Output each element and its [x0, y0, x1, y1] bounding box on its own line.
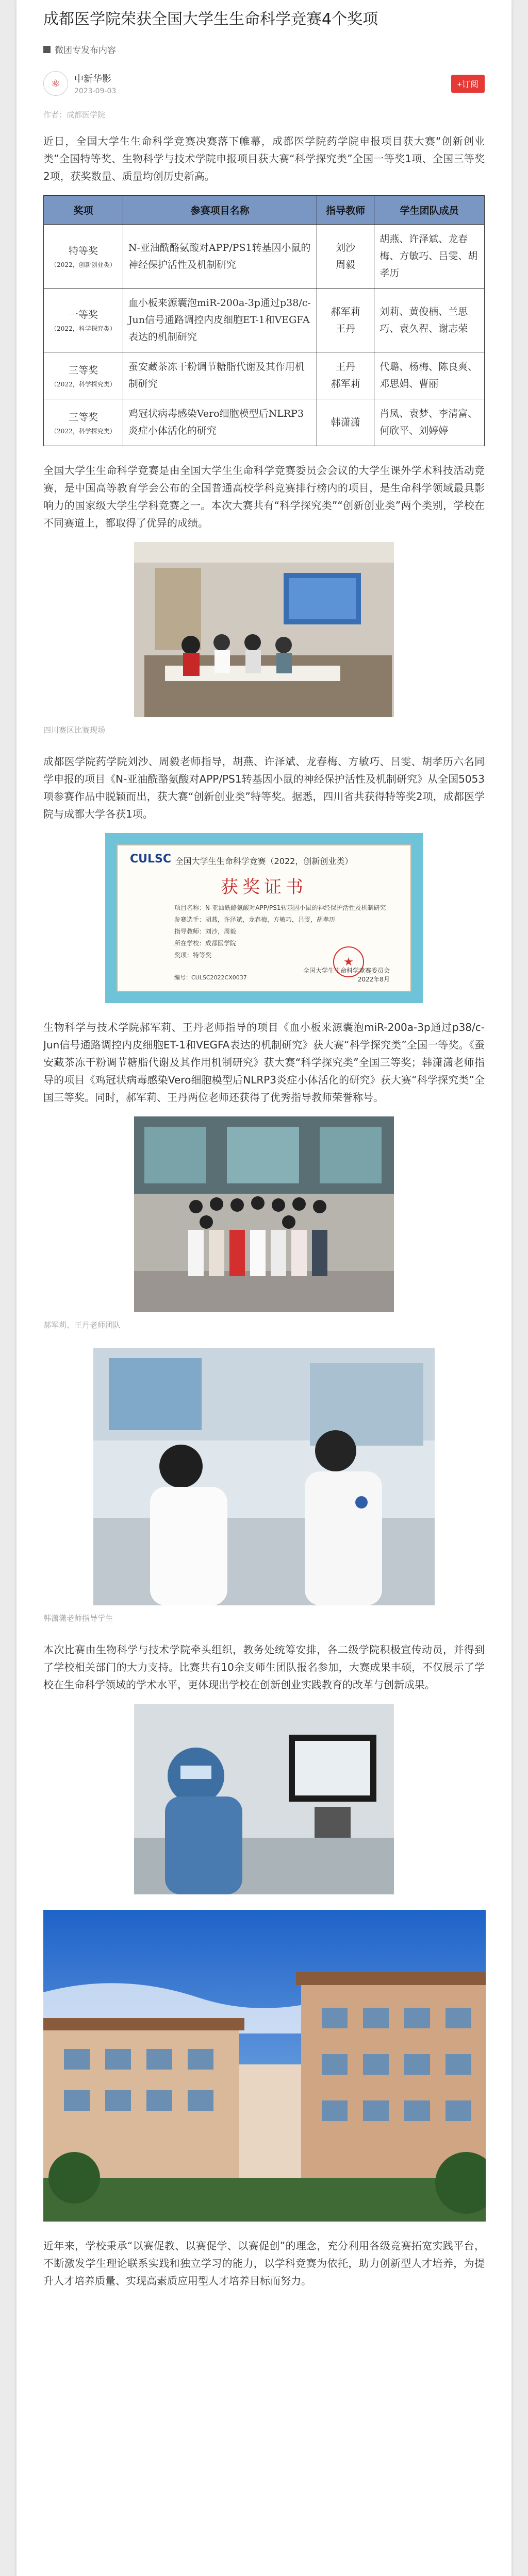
lab-guidance-photo [93, 1348, 435, 1605]
certificate-body [117, 844, 411, 992]
certificate-logo: CULSC [130, 853, 172, 866]
students-cell: 刘莉、黄俊楠、兰思巧、袁久程、谢志荣 [374, 289, 485, 352]
table-row [44, 399, 485, 446]
avatar[interactable]: ⚛ [43, 71, 68, 96]
award-certificate [105, 833, 423, 1003]
award-name: 特等奖 [68, 245, 98, 257]
lab-experiment-photo [134, 1704, 394, 1894]
teacher-cell: 郝军莉 王丹 [317, 289, 374, 352]
paragraph-other-awards: 生物科学与技术学院郝军莉、王丹老师指导的项目《血小板来源囊泡miR-200a-3p通过p38/c-Jun信号通路调控内皮细胞ET-1和VEGFA表达的机制研究》获大赛“科学探究类”全国一等奖。《蚕安藏茶冻干粉调节糖脂代谢及其作用机制研究》获大赛“科学探究类”全国三等奖；韩潇潇老师指导的项目《鸡冠状病毒感染Vero细胞模型后NLRP3炎症小体活化的研究》获大赛“科学探究类”全国三等奖。同时，郝军莉、王丹两位老师还获得了优秀指导教师荣誉称号。 [43, 1021, 485, 1104]
column-header: 奖项 [44, 196, 123, 225]
award-name: 一等奖 [68, 309, 98, 320]
paragraph-organization: 本次比赛由生物科学与技术学院牵头组织，教务处统筹安排，各二级学院积极宣传动员，并得到了学校相关部门的大力支持。比赛共有10余支师生团队报名参加，大赛成果丰硕，不仅展示了学校在生命科学领域的学术水平，更体现出学校在创新创业实践教育的改革与创新成果。 [43, 1643, 485, 1691]
certificate-number: 编号：CULSC2022CX0037 [174, 974, 247, 981]
column-header: 指导教师 [317, 196, 374, 225]
account-meta [74, 72, 116, 95]
paragraph-special-award: 成都医学院药学院刘沙、周毅老师指导，胡燕、许泽斌、龙春梅、方敏巧、吕雯、胡孝历六名同学申报的项目《N-亚油酰酪氨酸对APP/PS1转基因小鼠的神经保护活性及机制研究》从全国5053项参赛作品中脱颖而出，获大赛“创新创业类”特等奖。据悉，四川省共获得特等奖2项，成都医学院与成都大学各获1项。 [43, 755, 485, 820]
table-row [44, 352, 485, 399]
students-cell: 胡燕、许泽斌、龙春梅、方敏巧、吕雯、胡孝历 [374, 225, 485, 289]
table-header-row [44, 196, 485, 225]
award-cell [44, 399, 123, 446]
publish-date: 2023-09-03 [74, 87, 117, 95]
article-title: 成都医学院荣获全国大学生生命科学竞赛4个奖项 [43, 10, 378, 28]
awards-table [43, 195, 485, 446]
account-header [43, 71, 485, 96]
photo-caption: 韩潇潇老师指导学生 [43, 1614, 113, 1623]
project-cell: N-亚油酰酪氨酸对APP/PS1转基因小鼠的神经保护活性及机制研究 [123, 225, 317, 289]
award-name: 三等奖 [68, 411, 98, 423]
lab-scene [93, 1348, 435, 1605]
certificate-title: 获奖证书 [221, 877, 307, 897]
certificate-line: 指导教师：刘沙，周毅 [174, 928, 237, 935]
certificate-line: 所在学校：成都医学院 [174, 940, 237, 947]
award-category: （2022，科学探究类） [51, 380, 116, 388]
subscribe-button[interactable]: +订阅 [451, 75, 485, 93]
recommend-label: 微团专发布内容 [55, 45, 116, 56]
project-cell: 血小板来源囊泡miR-200a-3p通过p38/c-Jun信号通路调控内皮细胞ET-1和VEGFA表达的机制研究 [123, 289, 317, 352]
students-cell: 肖凤、袁梦、李清富、何欣平、刘婷婷 [374, 399, 485, 446]
teacher-cell: 刘沙 周毅 [317, 225, 374, 289]
certificate-heading: 全国大学生生命科学竞赛（2022，创新创业类） [175, 856, 353, 866]
venue-scene [134, 542, 394, 717]
recommend-tag [43, 43, 485, 56]
award-category: （2022，科学探究类） [51, 325, 116, 332]
competition-venue-photo [134, 542, 394, 717]
paragraph-conclusion: 近年来，学校秉承“以赛促教、以赛促学、以赛促创”的理念，充分利用各级竞赛拓宽实践平台，不断激发学生理论联系实践和独立学习的能力，以学科竞赛为依托，助力创新型人才培养，为提升人才培养质量、实现高素质应用型人才培养目标而努力。 [43, 2240, 485, 2287]
award-category: （2022，科学探究类） [51, 427, 116, 435]
project-cell: 蚕安藏茶冻干粉调节糖脂代谢及其作用机制研究 [123, 352, 317, 399]
project-cell: 鸡冠状病毒感染Vero细胞模型后NLRP3炎症小体活化的研究 [123, 399, 317, 446]
article-page [16, 0, 512, 2576]
group-scene [134, 1116, 394, 1312]
certificate-issuer: 全国大学生生命科学竞赛委员会 [303, 967, 390, 974]
column-header: 参赛项目名称 [123, 196, 317, 225]
award-category: （2022，创新创业类） [51, 261, 116, 268]
team-group-photo [134, 1116, 394, 1312]
article-content [16, 0, 512, 2290]
certificate-date: 2022年8月 [357, 976, 390, 983]
account-name[interactable]: 中新华影 [74, 74, 111, 84]
award-name: 三等奖 [68, 364, 98, 376]
table-row [44, 225, 485, 289]
author-line: 作者：成都医学院 [43, 110, 106, 120]
column-header: 学生团队成员 [374, 196, 485, 225]
award-cell [44, 225, 123, 289]
students-cell: 代璐、杨梅、陈良爽、邓思娟、曹丽 [374, 352, 485, 399]
photo-caption: 郝军莉、王丹老师团队 [43, 1320, 121, 1330]
certificate-line: 奖项：特等奖 [174, 952, 212, 959]
award-cell [44, 289, 123, 352]
teacher-cell: 王丹 郝军莉 [317, 352, 374, 399]
recommend-icon [43, 46, 51, 53]
certificate-line: 项目名称：N-亚油酰酪氨酸对APP/PS1转基因小鼠的神经保护活性及机制研究 [174, 904, 386, 911]
teacher-cell: 韩潇潇 [317, 399, 374, 446]
campus-scene [43, 1910, 486, 2222]
certificate-footer [303, 966, 390, 984]
award-cell [44, 352, 123, 399]
paragraph-intro: 近日，全国大学生生命科学竞赛决赛落下帷幕，成都医学院药学院申报项目获大赛“创新创业类”全国特等奖、生物科学与技术学院申报项目获大赛“科学探究类”全国一等奖1项、全国三等奖2项，获奖数量、质量均创历史新高。 [43, 135, 485, 182]
photo-caption: 四川赛区比赛现场 [43, 725, 106, 735]
experiment-scene [134, 1704, 394, 1894]
campus-building-photo [43, 1910, 486, 2222]
certificate-line: 参赛选手：胡燕，许泽斌，龙春梅，方敏巧，吕雯，胡孝历 [174, 916, 336, 923]
official-seal-icon: ★ [333, 946, 364, 977]
paragraph-competition-intro: 全国大学生生命科学竞赛是由全国大学生生命科学竞赛委员会会议的大学生课外学术科技活动竞赛，是中国高等教育学会公布的全国普通高校学科竞赛排行榜内的项目，是生命科学领域最具影响力的国家级大学生学科竞赛之一。本次大赛共有“科学探究类”“创新创业类”两个类别，学校在不同赛道上，都取得了优异的成绩。 [43, 464, 485, 529]
table-row [44, 289, 485, 352]
